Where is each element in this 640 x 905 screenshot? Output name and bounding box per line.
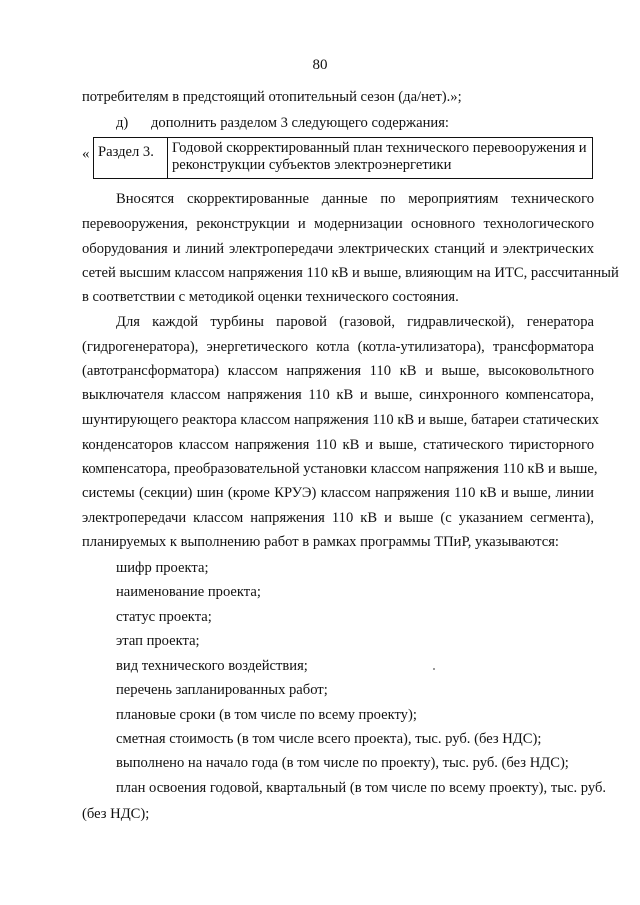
paragraph2-line: шунтирующего реактора классом напряжения 110 кВ и выше, батареи статических (82, 412, 599, 428)
paragraph2-line: выключателя классом напряжения 110 кВ и выше, синхронного компенсатора, (82, 387, 594, 403)
intro-line: потребителям в предстоящий отопительный сезон (да/нет).»; (82, 89, 462, 105)
paragraph2-line: (автотрансформатора) классом напряжения 110 кВ и выше, высоковольтного (82, 363, 594, 379)
paragraph2-line: компенсатора, преобразовательной установки классом напряжения 110 кВ и выше, (82, 461, 598, 477)
paragraph1-line: перевооружения, реконструкции и модернизации основного технологического (82, 216, 594, 232)
paragraph1-line: сетей высшим классом напряжения 110 кВ и выше, влияющим на ИТС, рассчитанный (82, 265, 619, 281)
item-d-marker: д) (116, 115, 129, 131)
page-number: 80 (312, 57, 328, 73)
paragraph2-line: электропередачи классом напряжения 110 кВ и выше (с указанием сегмента), (82, 510, 594, 526)
paragraph1-line: Вносятся скорректированные данные по мероприятиям технического (116, 191, 594, 207)
paragraph2-line: конденсаторов классом напряжения 110 кВ и выше, статического тиристорного (82, 437, 594, 453)
list-item: наименование проекта; (116, 584, 261, 600)
list-item: плановые сроки (в том числе по всему проекту); (116, 707, 417, 723)
list-item: перечень запланированных работ; (116, 682, 328, 698)
list-item-continuation: (без НДС); (82, 806, 150, 822)
paragraph2-line: системы (секции) шин (кроме КРУЭ) классом напряжения 110 кВ и выше, линии (82, 485, 594, 501)
list-item: этап проекта; (116, 633, 200, 649)
list-item: выполнено на начало года (в том числе по проекту), тыс. руб. (без НДС); (116, 755, 569, 771)
list-item: сметная стоимость (в том числе всего проекта), тыс. руб. (без НДС); (116, 731, 542, 747)
list-item: шифр проекта; (116, 560, 209, 576)
paragraph2-line: (гидрогенератора), энергетического котла (котла-утилизатора), трансформатора (82, 339, 594, 355)
scan-speck (433, 668, 435, 670)
item-d-text: дополнить разделом 3 следующего содержания: (151, 115, 449, 131)
paragraph2-line: Для каждой турбины паровой (газовой, гидравлической), генератора (116, 314, 594, 330)
section-title-line-1: Годовой скорректированный план технического перевооружения и (172, 140, 587, 156)
paragraph1-line: оборудования и линий электропередачи электрических станций и электрических (82, 241, 594, 257)
paragraph2-line: планируемых к выполнению работ в рамках программы ТПиР, указываются: (82, 534, 559, 550)
paragraph1-line: в соответствии с методикой оценки технического состояния. (82, 289, 459, 305)
list-item: план освоения годовой, квартальный (в том числе по всему проекту), тыс. руб. (116, 780, 607, 796)
list-item: вид технического воздействия; (116, 658, 308, 674)
list-item: статус проекта; (116, 609, 212, 625)
section-box (93, 137, 593, 179)
section-title (168, 138, 592, 178)
section-title-line-2: реконструкции субъектов электроэнергетики (172, 157, 452, 173)
section-label: Раздел 3. (94, 138, 168, 178)
section-open-quote: « (82, 146, 90, 162)
